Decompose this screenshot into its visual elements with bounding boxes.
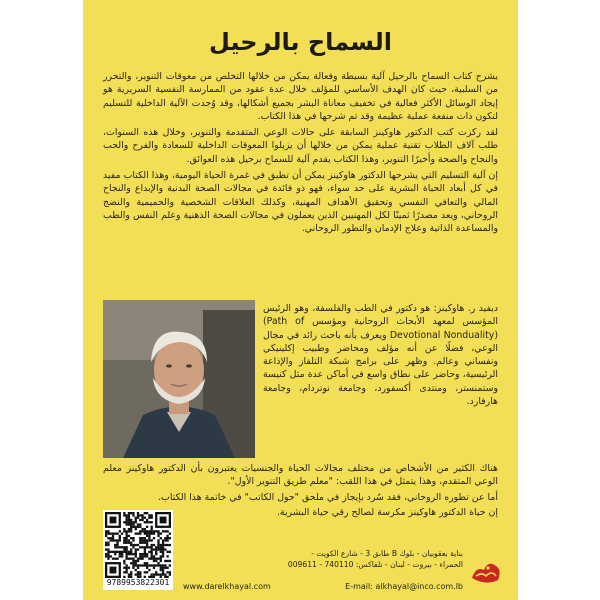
intro-paragraph: إن آلية التسليم التي يشرحها الدكتور هاوكينز يمكن أن تطبق في غمرة الحياة اليومية، وهذا الكتاب مفيد في كل أبعاد الحياة البشرية على حد سواء، فهو ذو فائدة في مجالات الصحة البدنية والإبداع والنجاح المالي والتعافي النفسي وتحقيق الأهداف المهنية، وكذلك العلاقات الشخصية والحميمية والنضج الروحاني، ويعد مصدرًا ثمينًا لكل المهنيين الذين يعملون في مجالات الصحة الذهنية وعلم النفس والطب والمساعدة الذاتية وعلاج الإدمان والتطور الروحاني. (103, 170, 498, 235)
intro-paragraph: يشرح كتاب السماح بالرحيل آلية بسيطة وفعالة يمكن من خلالها التخلص من معوقات التنوير، والتحرر من السلبية، حيث كان الهدف الأساسي للمؤلف خلال عدة عقود من الممارسة النفسية السريرية هو إيجاد الوسائل الأكثر فعالية في تخفيف معاناة البشر بجميع أشكالها، وقد وُجدت الآلية الداخلية للتسليم لتكون ذات منفعة عملية عظيمة وقد تم شرحها في هذا الكتاب. (103, 71, 498, 122)
address-line: بناية بعقوبيان - بلوك B طابق 3 - شارع الكويت - (311, 549, 463, 558)
publisher-website: www.darelkhayal.com (183, 582, 271, 591)
publisher-contact (183, 582, 463, 591)
qr-code-icon (105, 512, 171, 578)
author-section (103, 300, 498, 460)
publisher-address (233, 548, 463, 570)
qr-code-block (103, 510, 173, 590)
publisher-logo-icon (466, 552, 506, 592)
address-line: الحمراء - بيروت - لبنان - تلفاكس: 740110 - 009611 (287, 560, 463, 569)
closing-paragraph: إن حياة الدكتور هاوكينز مكرسة لصالح رقي حياة البشرية. (276, 506, 498, 518)
closing-paragraph: هناك الكثير من الأشخاص من مختلف مجالات الحياة والجنسيات يعتبرون بأن الدكتور هاوكينز معلم الوعي المتقدم، وهذا يتمثل في هذا اللقب: "معلم طريق التنوير الأول". (103, 463, 498, 488)
book-back-cover (83, 0, 518, 600)
book-title: السماح بالرحيل (209, 28, 392, 56)
author-bio-part: ويعرف بأنه باحث رائد في مجال الوعي، فضلًا عن أنه مؤلف ومحاضر وطبيب إكلينيكي ونفساني وعالم. وظهر على برامج شبكة التلفاز والإذاعة الرئيسية، وحاضر على نطاق واسع في أماكن عدة مثل كنيسة وستمنستر، ومنتدى أكسفورد، وجامعة نوتردام، وجامعة هارفارد. (263, 329, 498, 408)
author-bio (263, 302, 498, 408)
publisher-email: E-mail: alkhayal@inco.com.lb (345, 582, 463, 591)
author-bio-part: ديفيد ر. هاوكينز: هو دكتور في الطب والفلسفة، وهو الرئيس المؤسس لمعهد الأبحاث الروحانية ومؤسس (263, 303, 499, 328)
isbn-number: 9789953822301 (106, 578, 170, 587)
publisher-logo (466, 552, 506, 592)
intro-text (103, 70, 498, 239)
intro-paragraph: لقد ركزت كتب الدكتور هاوكينز السابقة على حالات الوعي المتقدمة والتنوير، وخلال هذه السنوات، طلب آلاف الطلاب تقنية عملية يمكن من خلالها أن يزيلوا المعوقات الداخلية للسعادة والفرح والحب والنجاح والصحة وأخيرًا التنوير، وهذا الكتاب يقدم آلية للسماح برحيل هذه العوائق. (103, 127, 498, 165)
author-bio-english-term: (Path of Devotional Nonduality) (263, 316, 498, 341)
closing-paragraph: أما عن تطوره الروحاني، فقد سُرد بإيجاز في ملحق "حول الكاتب" في خاتمة هذا الكتاب. (158, 491, 498, 503)
author-photo (103, 300, 255, 458)
